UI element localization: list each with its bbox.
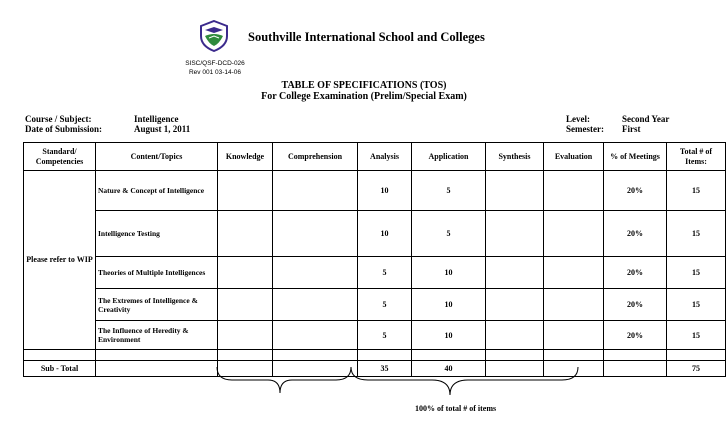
analysis-cell: 10 — [358, 171, 412, 211]
left-curly-bracket — [217, 367, 351, 393]
topic-cell: Nature & Concept of Intelligence — [96, 171, 218, 211]
application-cell: 10 — [412, 289, 486, 321]
analysis-cell: 5 — [358, 257, 412, 289]
header-analysis: Analysis — [358, 143, 412, 171]
analysis-cell: 10 — [358, 211, 412, 257]
subtotal-analysis: 35 — [358, 361, 412, 377]
tos-subtitle: For College Examination (Prelim/Special Exam) — [261, 91, 467, 102]
total-cell: 15 — [667, 289, 726, 321]
level-value: Second Year — [622, 114, 670, 124]
topic-cell: Theories of Multiple Intelligences — [96, 257, 218, 289]
meetings-cell: 20% — [604, 257, 667, 289]
revision-text: Rev 001 03-14-06 — [188, 69, 242, 76]
topic-cell: The Influence of Heredity & Environment — [96, 321, 218, 350]
footnote-total-items: 100% of total # of items — [415, 404, 497, 413]
doc-code-text: SISC/QSF-DCD-026 — [185, 60, 245, 67]
header-total: Total # of Items: — [667, 143, 726, 171]
application-cell: 10 — [412, 257, 486, 289]
semester-value: First — [622, 124, 641, 134]
subtotal-total: 75 — [667, 361, 726, 377]
date-value: August 1, 2011 — [134, 124, 191, 134]
subtotal-label: Sub - Total — [24, 361, 96, 377]
total-cell: 15 — [667, 211, 726, 257]
topic-cell: Intelligence Testing — [96, 211, 218, 257]
application-cell: 5 — [412, 211, 486, 257]
header-topics: Content/Topics — [96, 143, 218, 171]
meetings-cell: 20% — [604, 171, 667, 211]
total-cell: 15 — [667, 321, 726, 350]
semester-label: Semester: — [566, 124, 604, 134]
course-value: Intelligence — [134, 114, 179, 124]
header-application: Application — [412, 143, 486, 171]
application-cell: 5 — [412, 171, 486, 211]
date-label: Date of Submission: — [25, 124, 103, 134]
meetings-cell: 20% — [604, 211, 667, 257]
standard-cell: Please refer to WIP — [24, 171, 96, 350]
header-knowledge: Knowledge — [218, 143, 273, 171]
school-name: Southville International School and Colleges — [248, 30, 485, 44]
right-curly-bracket — [351, 367, 578, 395]
header-comprehension: Comprehension — [273, 143, 358, 171]
header-standard: Standard/ Competencies — [24, 143, 96, 171]
meetings-cell: 20% — [604, 289, 667, 321]
topic-cell: The Extremes of Intelligence & Creativity — [96, 289, 218, 321]
subtotal-application: 40 — [412, 361, 486, 377]
analysis-cell: 5 — [358, 321, 412, 350]
total-cell: 15 — [667, 257, 726, 289]
total-cell: 15 — [667, 171, 726, 211]
application-cell: 10 — [412, 321, 486, 350]
level-label: Level: — [566, 114, 590, 124]
header-evaluation: Evaluation — [544, 143, 604, 171]
course-label: Course / Subject: — [25, 114, 92, 124]
meetings-cell: 20% — [604, 321, 667, 350]
analysis-cell: 5 — [358, 289, 412, 321]
tos-title: TABLE OF SPECIFICATIONS (TOS) — [281, 80, 447, 91]
header-meetings: % of Meetings — [604, 143, 667, 171]
header-synthesis: Synthesis — [486, 143, 544, 171]
